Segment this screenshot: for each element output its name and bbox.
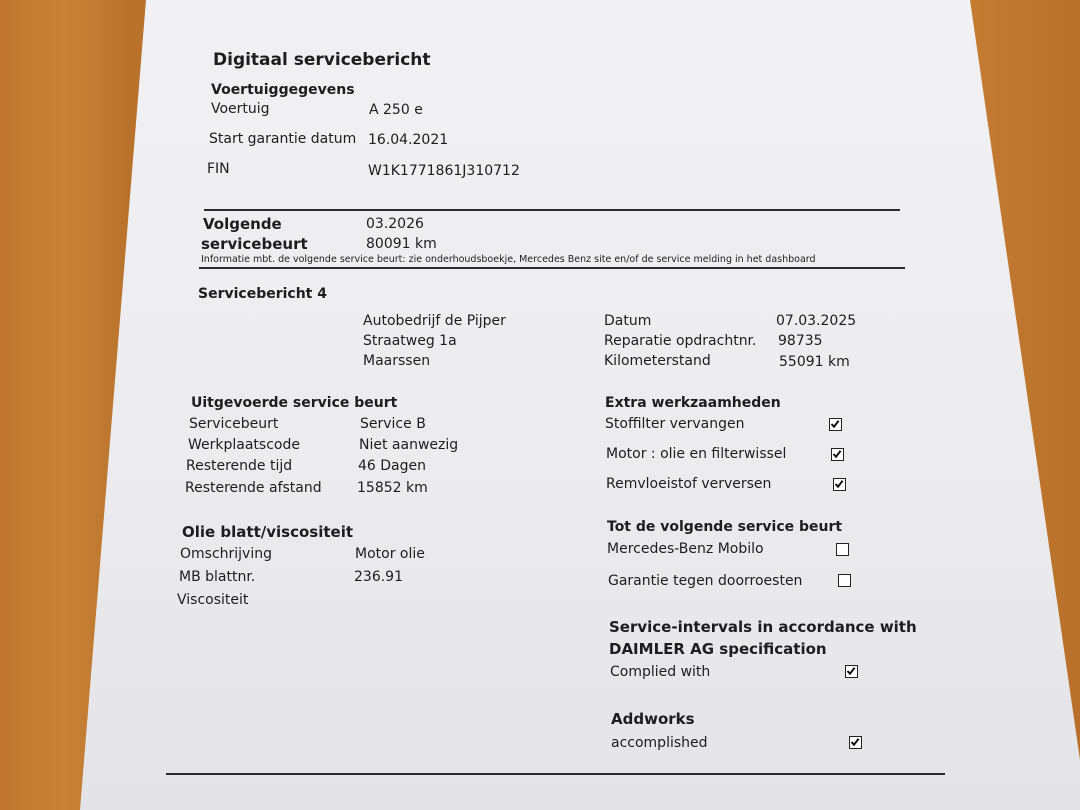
- fin-label: FIN: [207, 161, 230, 177]
- dealer-name: Autobedrijf de Pijper: [363, 313, 506, 329]
- mb-sheet-number-value: 236.91: [354, 569, 403, 585]
- extra-item-label: Stoffilter vervangen: [605, 416, 745, 432]
- intervals-heading: Service-intervals in accordance with: [609, 618, 917, 636]
- rust-warranty-label: Garantie tegen doorroesten: [608, 573, 803, 589]
- complied-checkbox[interactable]: [845, 665, 858, 678]
- intervals-heading: DAIMLER AG specification: [609, 640, 827, 658]
- service-type-value: Service B: [360, 416, 426, 432]
- next-service-date: 03.2026: [366, 216, 424, 232]
- mobilo-checkbox[interactable]: [836, 543, 849, 556]
- service-type-label: Servicebeurt: [189, 416, 279, 432]
- workshop-code-value: Niet aanwezig: [359, 437, 459, 453]
- remaining-time-value: 46 Dagen: [358, 458, 426, 474]
- remaining-distance-label: Resterende afstand: [185, 480, 322, 496]
- mileage-label: Kilometerstand: [604, 353, 711, 369]
- dealer-street: Straatweg 1a: [363, 333, 457, 349]
- mileage-value: 55091 km: [779, 354, 850, 370]
- extra-work-heading: Extra werkzaamheden: [605, 395, 781, 411]
- date-value: 07.03.2025: [776, 313, 857, 329]
- complied-label: Complied with: [610, 664, 711, 680]
- cabin-filter-checkbox[interactable]: [829, 418, 842, 431]
- until-next-heading: Tot de volgende service beurt: [607, 519, 843, 535]
- accomplished-label: accomplished: [611, 735, 708, 751]
- next-service-heading: servicebeurt: [201, 235, 308, 253]
- dealer-city: Maarssen: [363, 353, 431, 369]
- extra-item-label: Remvloeistof verversen: [606, 476, 772, 492]
- order-number-label: Reparatie opdrachtnr.: [604, 333, 757, 349]
- extra-item-label: Motor : olie en filterwissel: [606, 446, 787, 462]
- oil-description-value: Motor olie: [355, 546, 425, 562]
- fin-value: W1K1771861J310712: [368, 163, 520, 179]
- vehicle-label: Voertuig: [211, 101, 270, 117]
- warranty-start-value: 16.04.2021: [368, 132, 449, 148]
- brake-fluid-checkbox[interactable]: [833, 478, 846, 491]
- performed-heading: Uitgevoerde service beurt: [191, 395, 398, 411]
- divider: [204, 209, 900, 211]
- rust-warranty-checkbox[interactable]: [838, 574, 851, 587]
- divider: [199, 267, 905, 269]
- remaining-time-label: Resterende tijd: [186, 458, 293, 474]
- divider: [166, 773, 945, 775]
- date-label: Datum: [604, 313, 652, 329]
- addworks-heading: Addworks: [611, 710, 695, 728]
- remaining-distance-value: 15852 km: [357, 480, 428, 496]
- next-service-km: 80091 km: [366, 236, 437, 252]
- vehicle-heading: Voertuiggegevens: [211, 82, 355, 98]
- viscosity-label: Viscositeit: [177, 592, 249, 608]
- accomplished-checkbox[interactable]: [849, 736, 862, 749]
- vehicle-value: A 250 e: [369, 102, 423, 118]
- workshop-code-label: Werkplaatscode: [188, 437, 300, 453]
- next-service-info: Informatie mbt. de volgende service beurt: zie onderhoudsboekje, Mercedes Benz site en/of de service melding in het dashboard: [201, 254, 816, 265]
- mb-sheet-number-label: MB blattnr.: [179, 569, 256, 585]
- service-report-heading: Servicebericht 4: [198, 286, 327, 302]
- oil-description-label: Omschrijving: [180, 546, 272, 562]
- oil-change-checkbox[interactable]: [831, 448, 844, 461]
- page-title: Digitaal servicebericht: [213, 50, 431, 70]
- mobilo-label: Mercedes-Benz Mobilo: [607, 541, 764, 557]
- warranty-start-label: Start garantie datum: [209, 131, 357, 147]
- next-service-heading: Volgende: [203, 215, 282, 233]
- oil-heading: Olie blatt/viscositeit: [182, 523, 354, 541]
- order-number-value: 98735: [778, 333, 823, 349]
